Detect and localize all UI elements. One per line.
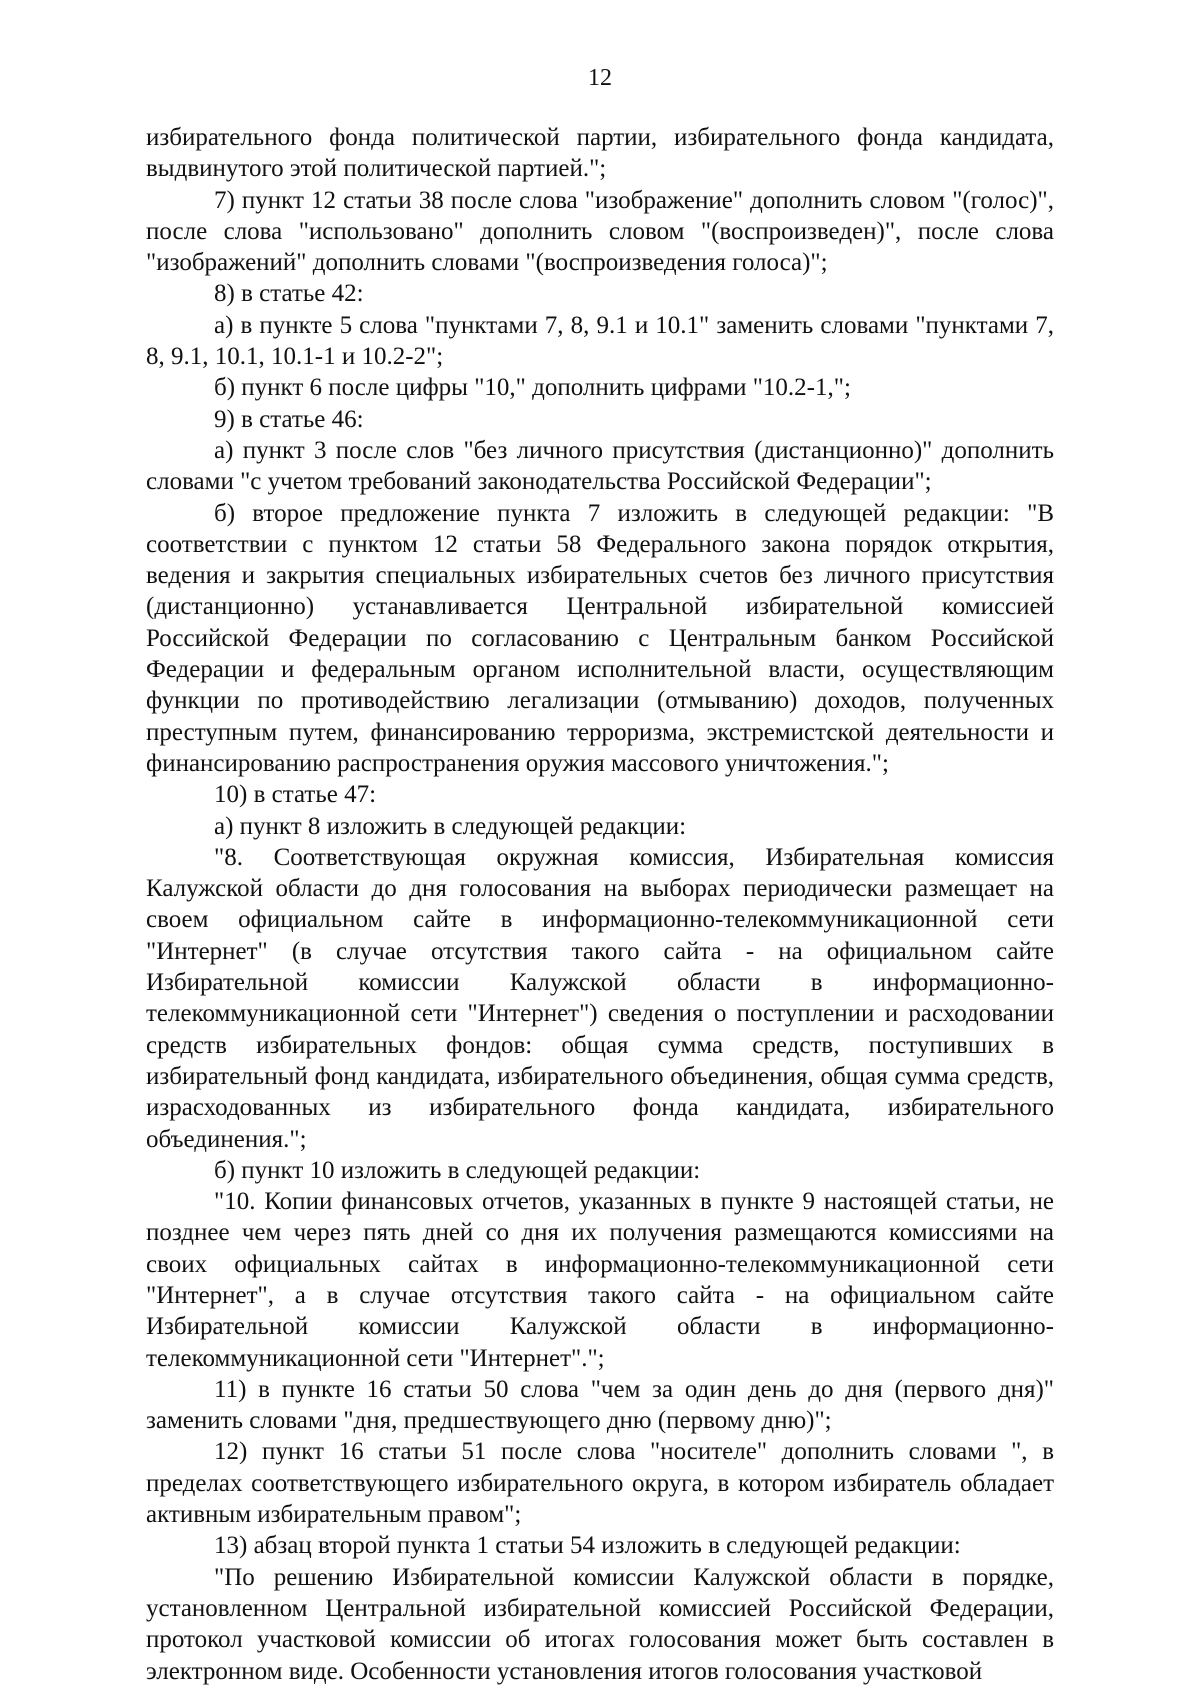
page-number: 12: [588, 65, 612, 91]
paragraph: а) пункт 8 изложить в следующей редакции:: [214, 812, 687, 840]
document-body: [146, 122, 1054, 1687]
paragraph: б) пункт 6 после цифры "10," дополнить цифрами "10.2-1,";: [214, 374, 851, 402]
paragraph: 13) абзац второй пункта 1 статьи 54 изложить в следующей редакции:: [214, 1532, 961, 1560]
paragraph: "10. Копии финансовых отчетов, указанных в пункте 9 настоящей статьи, не позднее чем через пять дней со дня их получения размещаются комиссиями на своих официальных сайтах в информационно-телекоммуникационной сети "Интернет", а в случае отсутствия такого сайта - на официальном сайте Избирательной комиссии Калужской области в информационно-телекоммуникационной сети "Интернет".";: [146, 1188, 1054, 1372]
paragraph: 9) в статье 46:: [214, 405, 364, 433]
paragraph: а) в пункте 5 слова "пунктами 7, 8, 9.1 и 10.1" заменить словами "пунктами 7, 8, 9.1, 10.1, 10.1-1 и 10.2-2";: [146, 311, 1054, 371]
paragraph: "По решению Избирательной комиссии Калужской области в порядке, установленном Центральной избирательной комиссией Российской Федерации, протокол участковой комиссии об итогах голосования может быть составлен в электронном виде. Особенности установления итогов голосования участковой: [146, 1563, 1054, 1685]
paragraph: избирательного фонда политической партии, избирательного фонда кандидата, выдвинутого этой политической партией.";: [146, 124, 1054, 183]
paragraph: 7) пункт 12 статьи 38 после слова "изображение" дополнить словом "(голос)", после слова "использовано" дополнить словом "(воспроизведен)", после слова "изображений" дополнить словами "(воспроизведения голоса)";: [146, 186, 1054, 277]
paragraph: б) второе предложение пункта 7 изложить в следующей редакции: "В соответствии с пунктом 12 статьи 58 Федерального закона порядок открытия, ведения и закрытия специальных избирательных счетов без личного присутствия (дистанционно) устанавливается Центральной избирательной комиссией Российской Федерации по согласованию с Центральным банком Российской Федерации и федеральным органом исполнительной власти, осуществляющим функции по противодействию легализации (отмыванию) доходов, полученных преступным путем, финансированию терроризма, экстремистской деятельности и финансированию распространения оружия массового уничтожения.";: [146, 499, 1054, 777]
paragraph: 8) в статье 42:: [214, 280, 364, 308]
paragraph: 12) пункт 16 статьи 51 после слова "носителе" дополнить словами ", в пределах соответствующего избирательного округа, в котором избиратель обладает активным избирательным правом";: [146, 1438, 1054, 1529]
paragraph: 10) в статье 47:: [214, 781, 377, 809]
paragraph: а) пункт 3 после слов "без личного присутствия (дистанционно)" дополнить словами "с учетом требований законодательства Российской Федерации";: [146, 436, 1054, 496]
paragraph: б) пункт 10 изложить в следующей редакции:: [214, 1156, 701, 1184]
paragraph: "8. Соответствующая окружная комиссия, Избирательная комиссия Калужской области до дня голосования на выборах периодически размещает на своем официальном сайте в информационно-телекоммуникационной сети "Интернет" (в случае отсутствия такого сайта - на официальном сайте Избирательной комиссии Калужской области в информационно-телекоммуникационной сети "Интернет") сведения о поступлении и расходовании средств избирательных фондов: общая сумма средств, поступивших в избирательный фонд кандидата, избирательного объединения, общая сумма средств, израсходованных из избирательного фонда кандидата, избирательного объединения.";: [146, 843, 1054, 1153]
paragraph: 11) в пункте 16 статьи 50 слова "чем за один день до дня (первого дня)" заменить словами "дня, предшествующего дню (первому дню)";: [146, 1375, 1054, 1435]
